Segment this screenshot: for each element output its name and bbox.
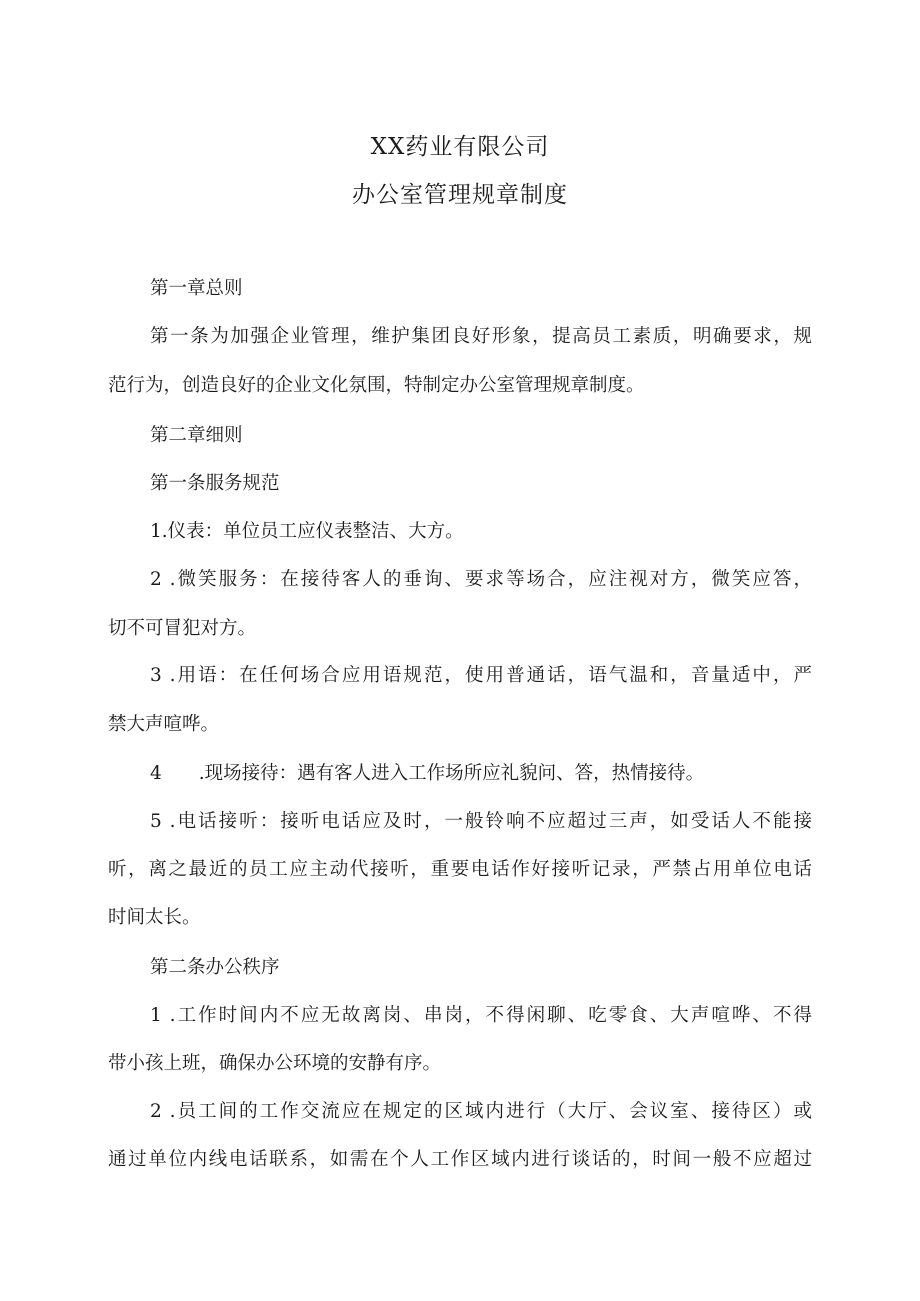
item2-1-line1: 1 .工作时间内不应无故离岗、串岗，不得闲聊、吃零食、大声喧哗、不得 xyxy=(150,1005,812,1026)
company-title: XX药业有限公司 xyxy=(370,134,550,160)
item2-2-line1: 2 .员工间的工作交流应在规定的区域内进行（大厅、会议室、接待区）或 xyxy=(150,1101,812,1122)
chapter2-heading: 第二章细则 xyxy=(150,425,243,446)
item1-5-line3: 时间太长。 xyxy=(108,907,201,928)
item2-1-line2: 带小孩上班，确保办公环境的安静有序。 xyxy=(108,1053,442,1074)
chapter1-article1-line1: 第一条为加强企业管理，维护集团良好形象，提高员工素质，明确要求，规 xyxy=(150,326,812,347)
item1-5-line1: 5 .电话接听：接听电话应及时，一般铃响不应超过三声，如受话人不能接 xyxy=(150,811,812,832)
item1-2-line1: 2 .微笑服务：在接待客人的垂询、要求等场合，应注视对方，微笑应答， xyxy=(150,569,812,590)
item1-1: 1.仪表：单位员工应仪表整洁、大方。 xyxy=(150,521,464,542)
item1-2-line2: 切不可冒犯对方。 xyxy=(108,618,257,639)
item1-5-line2: 听，离之最近的员工应主动代接听，重要电话作好接听记录，严禁占用单位电话 xyxy=(108,859,812,880)
chapter1-article1-line2: 范行为，创造良好的企业文化氛围，特制定办公室管理规章制度。 xyxy=(108,375,645,396)
section2-heading: 第二条办公秩序 xyxy=(150,957,280,978)
item2-2-line2: 通过单位内线电话联系，如需在个人工作区域内进行谈话的，时间一般不应超过 xyxy=(108,1149,812,1170)
regulation-title: 办公室管理规章制度 xyxy=(352,182,568,208)
item1-3-line1: 3 .用语：在任何场合应用语规范，使用普通话，语气温和，音量适中，严 xyxy=(150,665,812,686)
item1-4: 4 .现场接待：遇有客人进入工作场所应礼貌问、答，热情接待。 xyxy=(150,763,705,784)
section1-heading: 第一条服务规范 xyxy=(150,473,280,494)
chapter1-heading: 第一章总则 xyxy=(150,278,243,299)
item1-3-line2: 禁大声喧哗。 xyxy=(108,714,220,735)
